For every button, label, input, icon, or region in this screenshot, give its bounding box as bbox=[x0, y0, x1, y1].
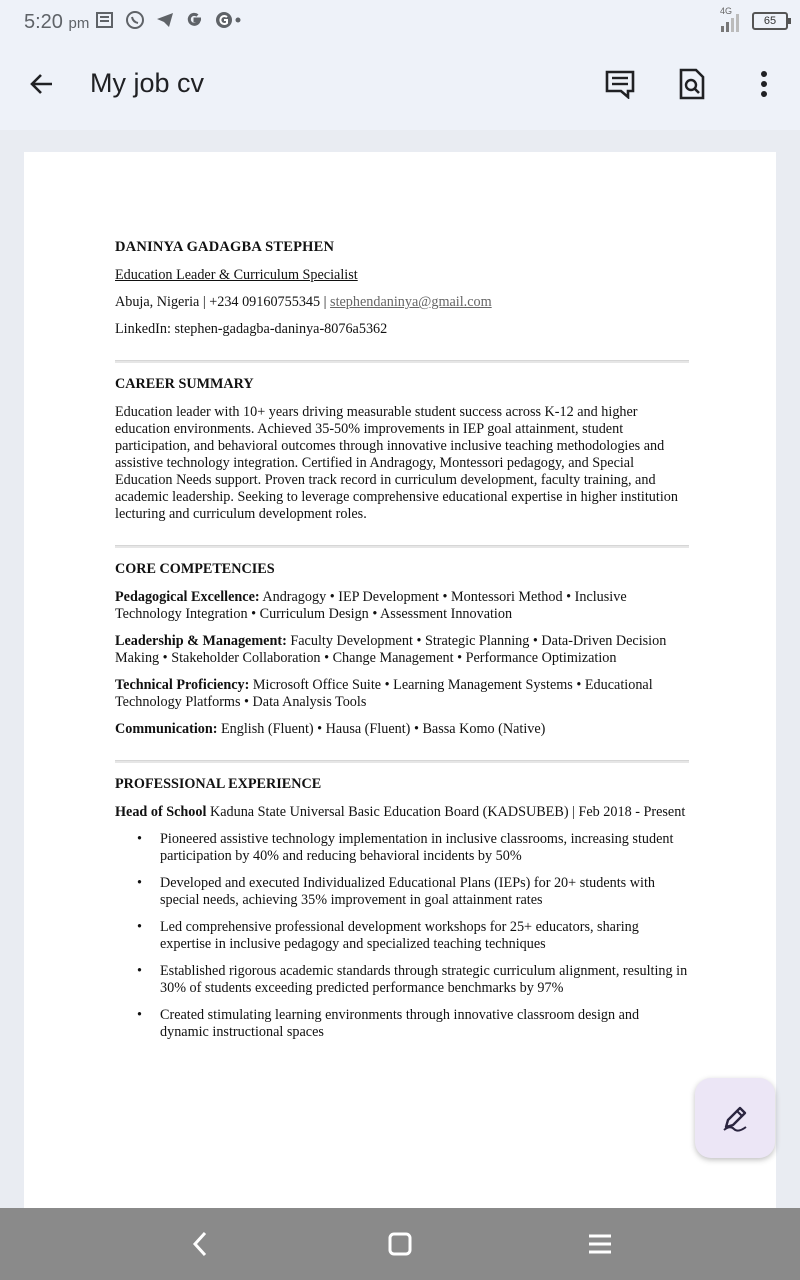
competency-item bbox=[115, 677, 689, 711]
nav-back-button[interactable] bbox=[180, 1226, 220, 1262]
competencies-heading: CORE COMPETENCIES bbox=[115, 561, 275, 577]
document-viewport[interactable] bbox=[0, 130, 800, 1208]
status-bar bbox=[0, 0, 800, 44]
job-detail: Kaduna State Universal Basic Education Board (KADSUBEB) | Feb 2018 - Present bbox=[206, 804, 686, 820]
status-time bbox=[24, 11, 89, 34]
find-in-doc-icon bbox=[678, 68, 706, 100]
nav-menu-button[interactable] bbox=[580, 1226, 620, 1262]
comment-button[interactable] bbox=[600, 64, 640, 104]
competency-item bbox=[115, 721, 689, 738]
signal-icon bbox=[720, 8, 742, 34]
document-content bbox=[115, 239, 689, 1051]
find-in-document-button[interactable] bbox=[672, 64, 712, 104]
competency-item bbox=[115, 633, 689, 667]
summary-heading: CAREER SUMMARY bbox=[115, 376, 254, 392]
section-divider bbox=[115, 360, 689, 363]
competency-label: Communication: bbox=[115, 721, 218, 737]
battery-level: 65 bbox=[763, 15, 777, 27]
candidate-tagline: Education Leader & Curriculum Specialist bbox=[115, 267, 358, 283]
competency-label: Pedagogical Excellence: bbox=[115, 589, 260, 605]
notification-icons bbox=[94, 10, 236, 32]
competency-item bbox=[115, 589, 689, 623]
list-item: • Created stimulating learning environments through innovative classroom design and dynamic instructional spaces bbox=[115, 1007, 689, 1041]
more-options-button[interactable] bbox=[744, 64, 784, 104]
back-nav-icon bbox=[190, 1230, 210, 1258]
job-role: Head of School bbox=[115, 804, 207, 820]
google-icon bbox=[184, 10, 206, 32]
back-button[interactable] bbox=[22, 64, 62, 104]
ampm-text: pm bbox=[68, 15, 90, 32]
network-type: 4G bbox=[720, 6, 733, 16]
system-nav-bar bbox=[0, 1208, 800, 1280]
list-item: • Established rigorous academic standards through strategic curriculum alignment, resulting in 30% of students exceeding predicted performance benchmarks by 97% bbox=[115, 963, 689, 997]
telegram-icon bbox=[154, 10, 176, 32]
more-vert-icon bbox=[760, 70, 768, 98]
competency-text: English (Fluent) • Hausa (Fluent) • Bassa Komo (Native) bbox=[217, 721, 546, 737]
experience-heading: PROFESSIONAL EXPERIENCE bbox=[115, 776, 322, 792]
home-nav-icon bbox=[388, 1232, 412, 1256]
candidate-name: DANINYA GADAGBA STEPHEN bbox=[115, 239, 335, 255]
contact-details: Abuja, Nigeria | +234 09160755345 | bbox=[115, 294, 331, 310]
competency-label: Technical Proficiency: bbox=[115, 677, 250, 693]
list-item: • Led comprehensive professional development workshops for 25+ educators, sharing expertise in inclusive pedagogy and specialized teaching techniques bbox=[115, 919, 689, 953]
time-text: 5:20 bbox=[24, 11, 63, 33]
competency-text: Faculty Development • Strategic Planning • Data-Driven Decision Making • Stakeholder Collaboration • Change Management • Performance Optimization bbox=[115, 633, 667, 666]
comment-icon bbox=[604, 69, 636, 99]
document-page[interactable] bbox=[24, 152, 776, 1212]
section-divider bbox=[115, 760, 689, 763]
linkedin-line: LinkedIn: stephen-gadagba-daninya-8076a5362 bbox=[115, 321, 388, 337]
document-title: My job cv bbox=[90, 68, 205, 98]
status-right bbox=[720, 8, 788, 34]
edit-pen-icon bbox=[720, 1103, 750, 1133]
email-link[interactable]: stephendaninya@gmail.com bbox=[330, 294, 492, 310]
arrow-back-icon bbox=[28, 70, 56, 98]
battery-icon bbox=[752, 12, 788, 30]
news-icon bbox=[94, 10, 116, 32]
list-item: • Developed and executed Individualized Educational Plans (IEPs) for 20+ students with special needs, achieving 35% improvement in goal attainment rates bbox=[115, 875, 689, 909]
list-item: • Pioneered assistive technology implementation in inclusive classrooms, increasing student participation by 40% and reducing behavioral incidents by 50% bbox=[115, 831, 689, 865]
competency-text: Microsoft Office Suite • Learning Management Systems • Educational Technology Platforms • Data Analysis Tools bbox=[115, 677, 653, 710]
job-bullets bbox=[115, 831, 689, 1041]
summary-text: Education leader with 10+ years driving measurable student success across K-12 and higher education environments. Achieved 35-50% improvements in IEP goal attainment, student participation, and behavioral outcomes through innovative inclusive teaching methodologies and assistive technology integration. Certified in Andragogy, Montessori pedagogy, and Special Education Needs support. Proven track record in curriculum development, faculty training, and academic leadership. Seeking to leverage comprehensive educational expertise in higher institution lecturing and curriculum development roles. bbox=[115, 404, 678, 522]
job-header bbox=[115, 804, 689, 821]
edit-fab-button[interactable] bbox=[695, 1078, 775, 1158]
section-divider bbox=[115, 545, 689, 548]
competency-text: Andragogy • IEP Development • Montessori Method • Inclusive Technology Integration • Curriculum Design • Assessment Innovation bbox=[115, 589, 627, 622]
grammarly-icon bbox=[214, 10, 236, 32]
whatsapp-icon bbox=[124, 10, 146, 32]
menu-nav-icon bbox=[587, 1233, 613, 1255]
nav-home-button[interactable] bbox=[380, 1226, 420, 1262]
app-bar bbox=[0, 44, 800, 130]
competency-label: Leadership & Management: bbox=[115, 633, 287, 649]
contact-line bbox=[115, 294, 689, 311]
